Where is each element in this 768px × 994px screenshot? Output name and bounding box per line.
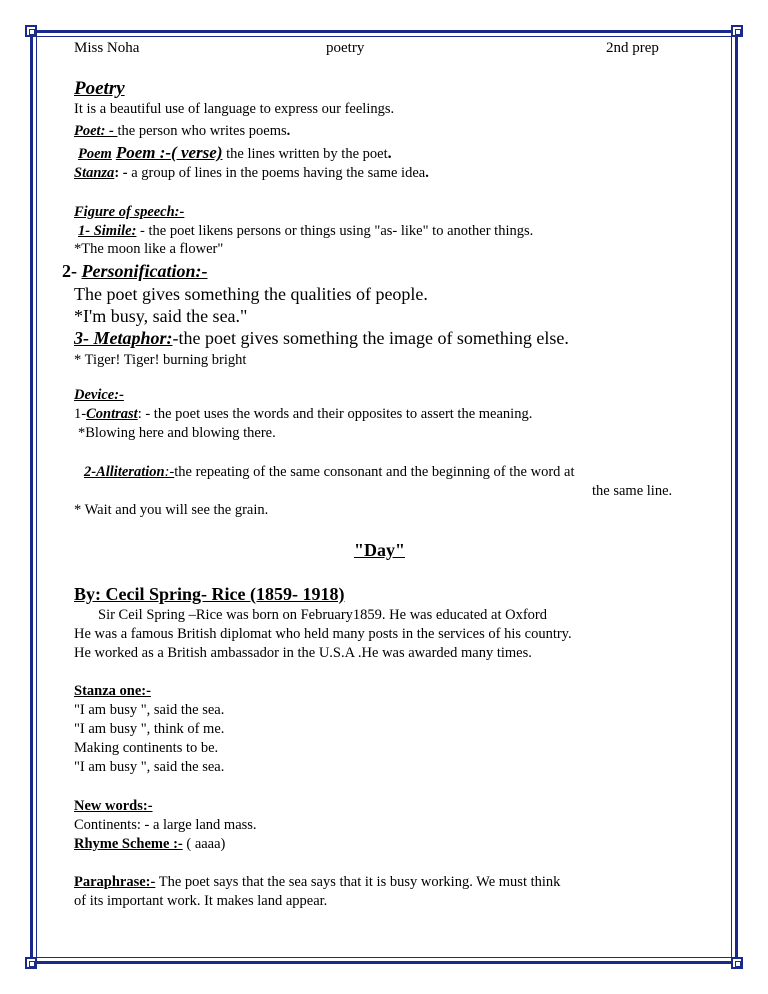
border-corner-ornament xyxy=(25,957,37,969)
stanza-line: "I am busy ", said the sea. xyxy=(74,759,225,775)
personification-heading: 2- Personification:- xyxy=(62,261,208,281)
poem-term: Poem :-( verse) xyxy=(115,143,223,162)
simile-example: *The moon like a flower" xyxy=(74,241,224,257)
metaphor-term: 3- Metaphor: xyxy=(74,328,173,348)
alliteration-term: 2-Alliteration xyxy=(84,464,165,480)
stanza-one-heading: Stanza one:- xyxy=(74,683,151,699)
metaphor-example: * Tiger! Tiger! burning bright xyxy=(74,352,247,368)
bio-line-1: Sir Ceil Spring –Rice was born on February1859. He was educated at Oxford xyxy=(98,607,547,623)
paraphrase-term: Paraphrase:- xyxy=(74,874,156,890)
simile-definition: 1- Simile: - the poet likens persons or things using "as- like" to another things. xyxy=(78,223,534,239)
stanza-definition: Stanza: - a group of lines in the poems having the same idea. xyxy=(74,165,429,181)
personification-term: Personification:- xyxy=(81,261,208,281)
header-grade: 2nd prep xyxy=(606,40,659,56)
metaphor-definition: 3- Metaphor:-the poet gives something the image of something else. xyxy=(74,328,569,348)
alliteration-definition: 2-Alliteration:-the repeating of the same consonant and the beginning of the word at xyxy=(84,464,575,480)
personification-definition: The poet gives something the qualities of people. xyxy=(74,284,428,304)
stanza-term: Stanza xyxy=(74,165,115,181)
contrast-example: *Blowing here and blowing there. xyxy=(78,425,276,441)
alliteration-definition-cont: the same line. xyxy=(592,483,673,499)
poet-definition: Poet: - the person who writes poems. xyxy=(74,123,291,139)
device-heading: Device:- xyxy=(74,387,124,403)
rhyme-scheme-term: Rhyme Scheme :- xyxy=(74,836,183,852)
rhyme-scheme: Rhyme Scheme :- ( aaaa) xyxy=(74,836,226,852)
contrast-term: Contrast xyxy=(86,406,138,422)
header-subject: poetry xyxy=(326,40,365,56)
stanza-line: "I am busy ", said the sea. xyxy=(74,702,225,718)
poem-author: By: Cecil Spring- Rice (1859- 1918) xyxy=(74,584,345,604)
stanza-line: "I am busy ", think of me. xyxy=(74,721,225,737)
bio-line-3: He worked as a British ambassador in the U.S.A .He was awarded many times. xyxy=(74,645,532,661)
simile-term: 1- Simile: xyxy=(78,223,137,239)
poetry-definition: It is a beautiful use of language to express our feelings. xyxy=(74,101,395,117)
paraphrase-line-2: of its important work. It makes land appear. xyxy=(74,893,328,909)
poem-title: "Day" xyxy=(354,540,405,560)
new-words-heading: New words:- xyxy=(74,798,153,814)
contrast-definition: 1-Contrast: - the poet uses the words and their opposites to assert the meaning. xyxy=(74,406,533,422)
section-title-poetry: Poetry xyxy=(74,78,125,99)
paraphrase-line-1: Paraphrase:- The poet says that the sea says that it is busy working. We must think xyxy=(74,874,561,890)
personification-example: *I'm busy, said the sea." xyxy=(74,306,248,326)
bio-line-2: He was a famous British diplomat who held many posts in the services of his country. xyxy=(74,626,572,642)
poem-definition: Poem Poem :-( verse) the lines written by the poet. xyxy=(78,143,392,162)
poet-term: Poet: - xyxy=(74,123,118,139)
header-teacher: Miss Noha xyxy=(74,40,140,56)
border-corner-ornament xyxy=(25,25,37,37)
alliteration-example: * Wait and you will see the grain. xyxy=(74,502,269,518)
figures-heading: Figure of speech:- xyxy=(74,204,185,220)
stanza-line: Making continents to be. xyxy=(74,740,219,756)
new-word-continents: Continents: - a large land mass. xyxy=(74,817,257,833)
border-corner-ornament xyxy=(731,957,743,969)
poem-term-a: Poem xyxy=(78,146,112,162)
border-corner-ornament xyxy=(731,25,743,37)
